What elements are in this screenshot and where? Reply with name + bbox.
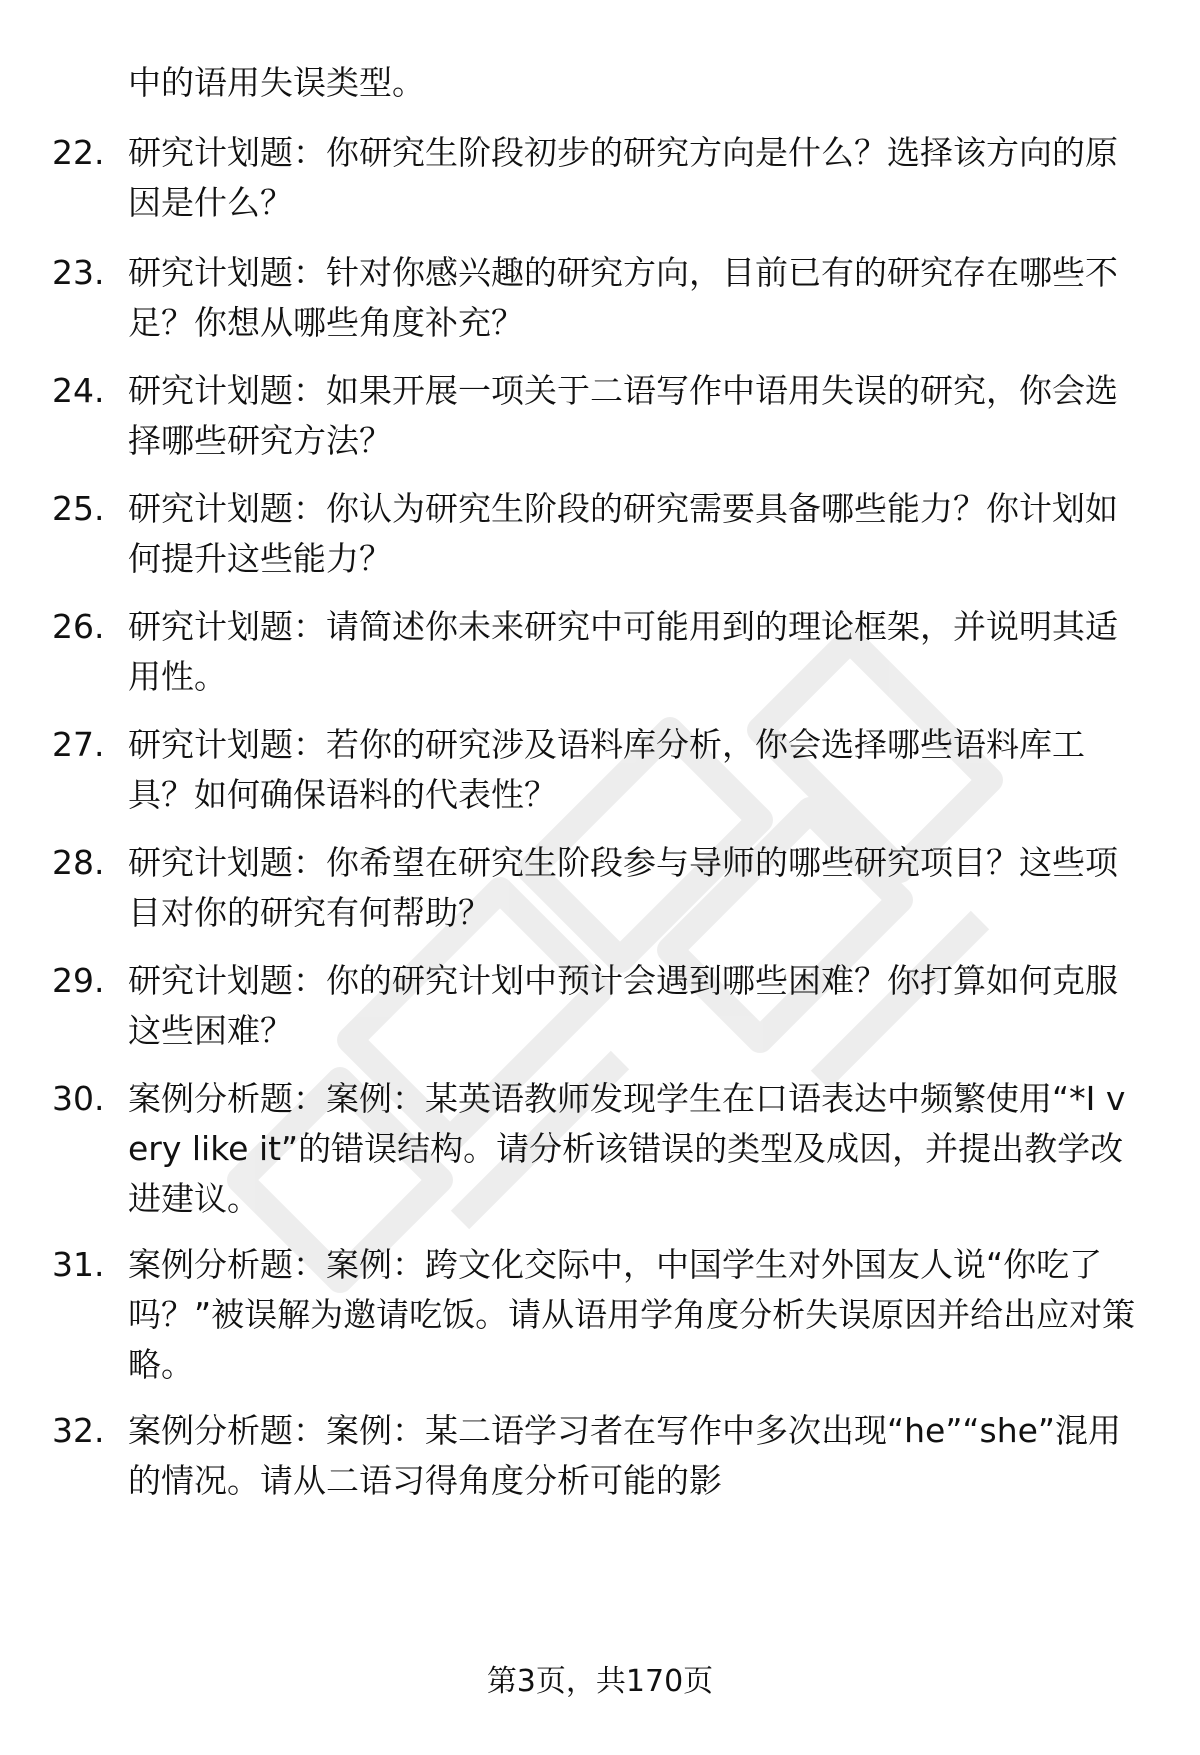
question-text: 研究计划题：你认为研究生阶段的研究需要具备哪些能力？你计划如何提升这些能力？ xyxy=(128,489,1118,578)
question-number: 25. xyxy=(52,489,105,528)
question-text: 研究计划题：请简述你未来研究中可能用到的理论框架，并说明其适用性。 xyxy=(128,607,1118,696)
question-number: 32. xyxy=(52,1411,105,1450)
question-number: 23. xyxy=(52,253,105,292)
question-number: 30. xyxy=(52,1079,105,1118)
question-number: 29. xyxy=(52,961,105,1000)
question-number: 26. xyxy=(52,607,105,646)
question-text: 研究计划题：你的研究计划中预计会遇到哪些困难？你打算如何克服这些困难？ xyxy=(128,961,1118,1050)
question-number: 22. xyxy=(52,133,105,172)
question-number: 27. xyxy=(52,725,105,764)
question-text: 案例分析题：案例：跨文化交际中，中国学生对外国友人说“你吃了吗？”被误解为邀请吃饭。请从语用学角度分析失误原因并给出应对策略。 xyxy=(128,1245,1136,1384)
question-text: 研究计划题：你研究生阶段初步的研究方向是什么？选择该方向的原因是什么？ xyxy=(128,133,1118,222)
question-number: 28. xyxy=(52,843,105,882)
question-text: 研究计划题：如果开展一项关于二语写作中语用失误的研究，你会选择哪些研究方法？ xyxy=(128,371,1118,460)
page-footer: 第3页，共170页 xyxy=(486,1664,714,1699)
question-number: 31. xyxy=(52,1245,105,1284)
question-text: 研究计划题：你希望在研究生阶段参与导师的哪些研究项目？这些项目对你的研究有何帮助？ xyxy=(128,843,1118,932)
question-text: 研究计划题：针对你感兴趣的研究方向，目前已有的研究存在哪些不足？你想从哪些角度补充？ xyxy=(128,253,1118,342)
question-text: 研究计划题：若你的研究涉及语料库分析，你会选择哪些语料库工具？如何确保语料的代表性？ xyxy=(128,725,1085,814)
question-text: 案例分析题：案例：某二语学习者在写作中多次出现“he”“she”混用的情况。请从二语习得角度分析可能的影 xyxy=(128,1411,1122,1500)
question-number: 24. xyxy=(52,371,105,410)
continuation-text: 中的语用失误类型。 xyxy=(128,63,425,102)
question-text: 案例分析题：案例：某英语教师发现学生在口语表达中频繁使用“*I very like it”的错误结构。请分析该错误的类型及成因，并提出教学改进建议。 xyxy=(128,1079,1126,1218)
